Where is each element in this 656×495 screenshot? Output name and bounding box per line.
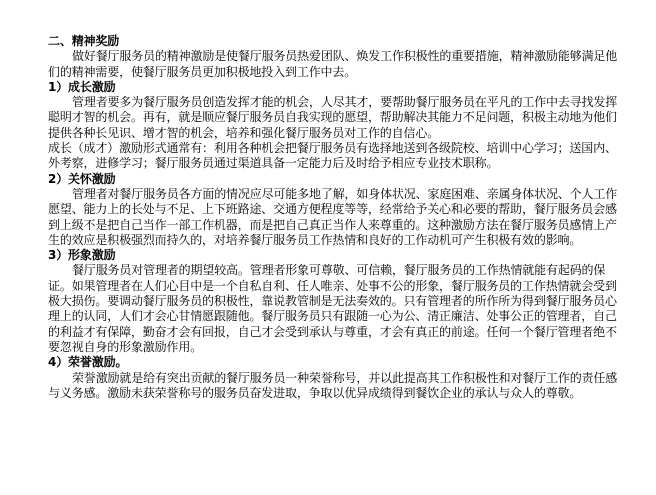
intro-paragraph: 做好餐厅服务员的精神激励是使餐厅服务员热爱团队、焕发工作积极性的重要措施，精神激励能够满足他们的精神需要，使餐厅服务员更加积极地投入到工作中去。	[48, 49, 618, 79]
subheading-care-incentive: 2）关怀激励	[48, 171, 116, 186]
subheading-honor-incentive: 4）荣誉激励。	[48, 355, 128, 370]
honor-paragraph: 荣誉激励就是给有突出贡献的餐厅服务员一种荣誉称号，并以此提高其工作积极性和对餐厅工作的责任感与义务感。激励未获荣誉称号的服务员奋发进取，争取以优异成绩得到餐饮企业的承认与众人的尊敬。	[48, 370, 618, 400]
growth-paragraph-2: 成长（成才）激励形式通常有：利用各种机会把餐厅服务员有选择地送到各级院校、培训中心学习；送国内、外考察，进修学习；餐厅服务员通过渠道具备一定能力后及时给予相应专业技术职称。	[48, 141, 617, 171]
subheading-growth-incentive: 1）成长激励	[48, 79, 116, 94]
section-heading-spiritual-rewards: 二、精神奖励	[48, 34, 120, 48]
growth-paragraph-1: 管理者要多为餐厅服务员创造发挥才能的机会，人尽其才，要帮助餐厅服务员在平凡的工作中去寻找发挥聪明才智的机会。再有，就是顺应餐厅服务员自我实现的愿望，帮助解决其能力不足问题，积极主动地为他们提供各种长见识、增才智的机会，培养和强化餐厅服务员对工作的自信心。	[48, 95, 618, 140]
subheading-image-incentive: 3）形象激励	[48, 248, 116, 263]
image-paragraph: 餐厅服务员对管理者的期望较高。管理者形象可尊敬、可信赖，餐厅服务员的工作热情就能有起码的保证。如果管理者在人们心目中是一个自私自利、任人唯亲、处事不公的形象，餐厅服务员的工作热情就会受到极大损伤。要调动餐厅服务员的积极性，靠说教管制是无法奏效的。只有管理者的所作所为得到餐厅服务员心理上的认同，人们才会心甘情愿跟随他。餐厅服务员只有跟随一心为公、清正廉洁、处事公正的管理者，自己的利益才有保障，勤奋才会有回报，自己才会受到承认与尊重，才会有真正的前途。任何一个餐厅管理者绝不要忽视自身的形象激励作用。	[48, 263, 617, 354]
care-paragraph: 管理者对餐厅服务员各方面的情况应尽可能多地了解，如身体状况、家庭困难、亲属身体状况、个人工作愿望、能力上的长处与不足、上下班路途、交通方便程度等等，经常给予关心和必要的帮助，餐厅服务员会感到上级不是把自己当作一部工作机器，而是把自己真正当作人来尊重的。这种激励方法在餐厅服务员感情上产生的效应是积极强烈而持久的，对培养餐厅服务员工作热情和良好的工作动机可产生积极有效的影响。	[48, 186, 618, 247]
document-body	[48, 34, 624, 401]
